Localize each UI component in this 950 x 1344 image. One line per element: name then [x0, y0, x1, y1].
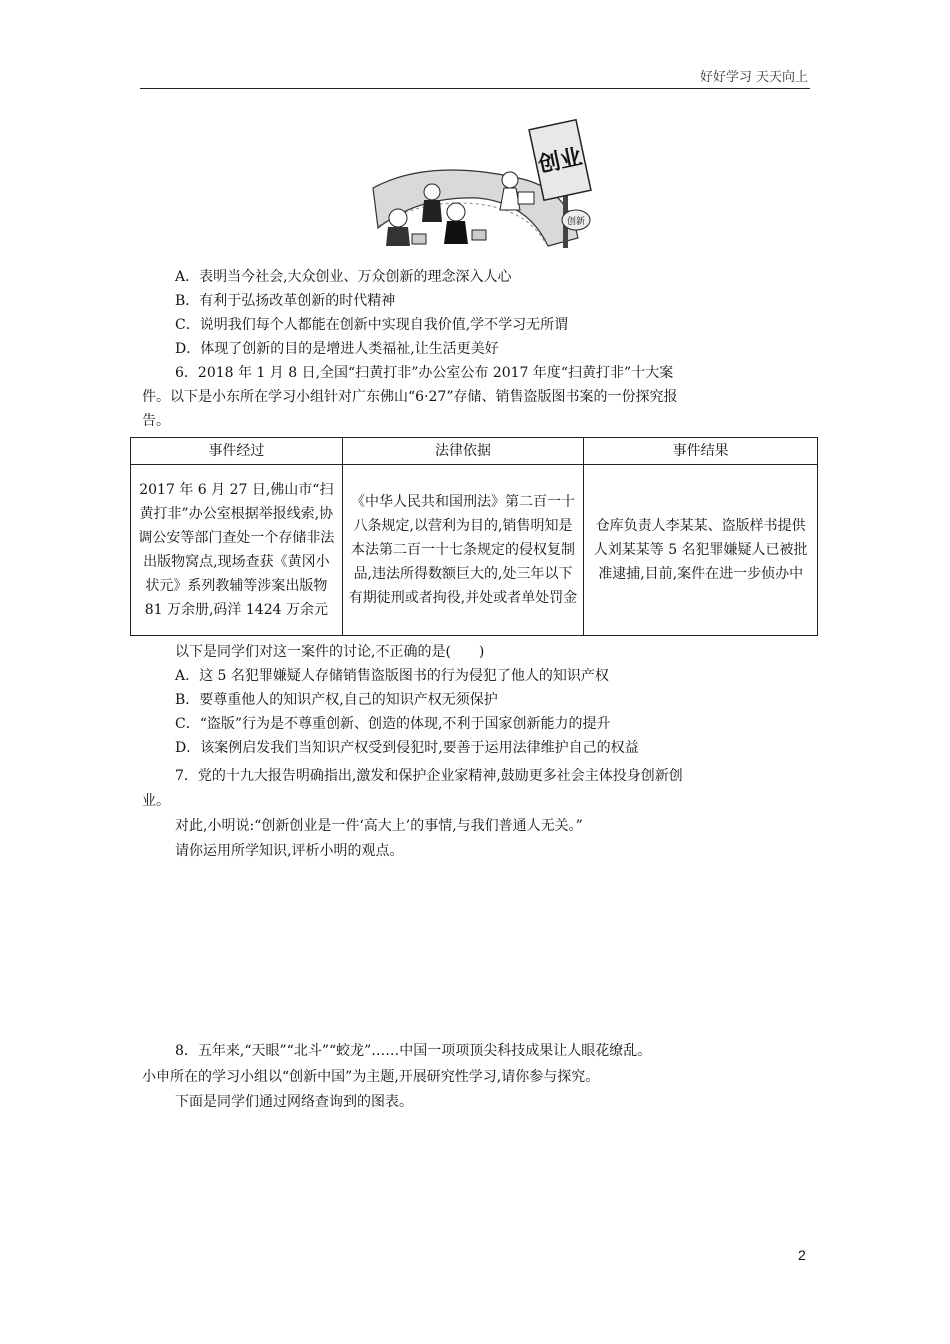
q6-option-a: A．这 5 名犯罪嫌疑人存储销售盗版图书的行为侵犯了他人的知识产权 [175, 668, 609, 684]
sign-sub-text: 创新 [566, 217, 586, 227]
table-cell-event: 2017 年 6 月 27 日,佛山市“扫黄打非”办公室根据举报线索,协调公安等部门查处一个存储非法出版物窝点,现场查获《黄冈小状元》系列教辅等涉案出版物 81 万余册,码洋 1424 万余元 [131, 465, 343, 636]
q6-stem-line3: 告。 [142, 413, 170, 429]
table-header-cell: 事件结果 [584, 438, 818, 465]
table-cell-legal-basis: 《中华人民共和国刑法》第二百一十八条规定,以营利为目的,销售明知是本法第二百一十七条规定的侵权复制品,违法所得数额巨大的,处三年以下有期徒刑或者拘役,并处或者单处罚金 [342, 465, 584, 636]
q7-stem-line2: 业。 [142, 793, 170, 809]
q6-option-b: B．要尊重他人的知识产权,自己的知识产权无须保护 [175, 692, 498, 708]
q6-prompt: 以下是同学们对这一案件的讨论,不正确的是( ) [175, 644, 485, 660]
q8-stem-line1: 8．五年来,“天眼”“北斗”“蛟龙”……中国一项项顶尖科技成果让人眼花缭乱。 [175, 1043, 652, 1059]
case-report-table [130, 437, 818, 636]
table-header-cell: 法律依据 [342, 438, 584, 465]
q6-option-d: D．该案例启发我们当知识产权受到侵犯时,要善于运用法律维护自己的权益 [175, 740, 639, 756]
header-divider [140, 88, 810, 89]
entrepreneurship-cartoon [368, 118, 608, 256]
table-header-cell: 事件经过 [131, 438, 343, 465]
header-slogan: 好好学习 天天向上 [699, 70, 808, 85]
table-header-row [131, 438, 818, 465]
q6-stem-line2: 件。以下是小东所在学习小组针对广东佛山“6·27”存储、销售盗版图书案的一份探究报 [142, 389, 678, 405]
q5-option-a: A．表明当今社会,大众创业、万众创新的理念深入人心 [175, 269, 512, 285]
q5-option-d: D．体现了创新的目的是增进人类福祉,让生活更美好 [175, 341, 499, 357]
table-cell-result: 仓库负责人李某某、盗版样书提供人刘某某等 5 名犯罪嫌疑人已被批准逮捕,目前,案件在进一步侦办中 [584, 465, 818, 636]
table-row [131, 465, 818, 636]
q7-stem-line1: 7．党的十九大报告明确指出,激发和保护企业家精神,鼓励更多社会主体投身创新创 [175, 768, 683, 784]
q6-stem-line1: 6．2018 年 1 月 8 日,全国“扫黄打非”办公室公布 2017 年度“扫黄打非”十大案 [175, 365, 674, 381]
q6-option-c: C．“盗版”行为是不尊重创新、创造的体现,不利于国家创新能力的提升 [175, 716, 611, 732]
page-number: 2 [798, 1247, 806, 1263]
q5-option-b: B．有利于弘扬改革创新的时代精神 [175, 293, 396, 309]
q8-stem-line2: 小申所在的学习小组以“创新中国”为主题,开展研究性学习,请你参与探究。 [142, 1069, 600, 1085]
q8-task: 下面是同学们通过网络查询到的图表。 [175, 1094, 413, 1110]
q5-option-c: C．说明我们每个人都能在创新中实现自我价值,学不学习无所谓 [175, 317, 569, 333]
q7-quote: 对此,小明说:“创新创业是一件‘高大上’的事情,与我们普通人无关。” [175, 818, 583, 834]
sign-main-text: 创业 [535, 143, 585, 179]
q7-task: 请你运用所学知识,评析小明的观点。 [175, 843, 404, 859]
